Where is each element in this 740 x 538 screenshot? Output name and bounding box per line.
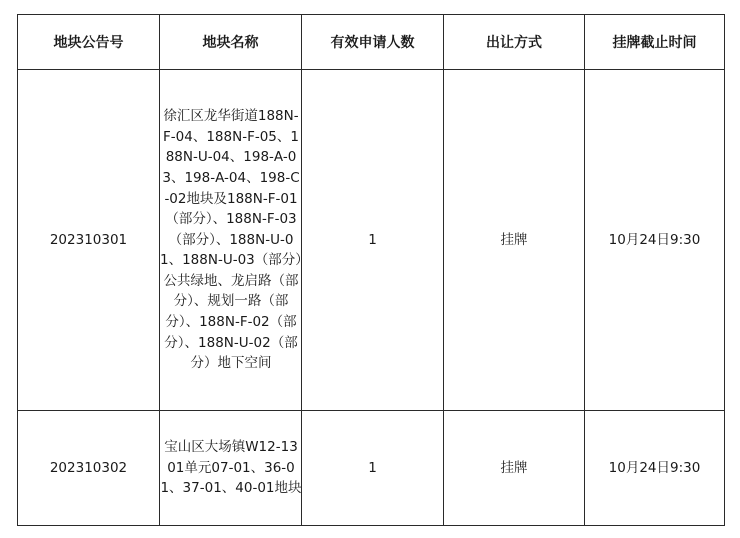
table-row	[18, 411, 725, 526]
cell-listing-deadline: 10月24日9:30	[585, 411, 725, 526]
cell-listing-deadline: 10月24日9:30	[585, 70, 725, 411]
cell-announcement-no: 202310302	[18, 411, 160, 526]
cell-land-name	[160, 70, 302, 411]
cell-announcement-no: 202310301	[18, 70, 160, 411]
cell-transfer-method: 挂牌	[444, 411, 585, 526]
cell-valid-applicants: 1	[302, 70, 444, 411]
land-name-text: 宝山区大场镇W12-1301单元07-01、36-01、37-01、40-01地块	[160, 439, 302, 497]
cell-transfer-method: 挂牌	[444, 70, 585, 411]
cell-valid-applicants: 1	[302, 411, 444, 526]
cell-land-name	[160, 411, 302, 526]
table-row	[18, 70, 725, 411]
table-header-row	[18, 15, 725, 70]
header-announcement-no: 地块公告号	[18, 15, 160, 70]
land-auction-table	[17, 14, 725, 526]
header-valid-applicants: 有效申请人数	[302, 15, 444, 70]
header-transfer-method: 出让方式	[444, 15, 585, 70]
header-listing-deadline: 挂牌截止时间	[585, 15, 725, 70]
header-land-name: 地块名称	[160, 15, 302, 70]
land-name-text: 徐汇区龙华街道188N-F-04、188N-F-05、188N-U-04、198-A-03、198-A-04、198-C-02地块及188N-F-01（部分）、188N-F-03（部分）、188N-U-01、188N-U-03（部分）公共绿地、龙启路（部分）、规划一路（部分）、188N-F-02（部分）、188N-U-02（部分）地下空间	[160, 108, 303, 372]
